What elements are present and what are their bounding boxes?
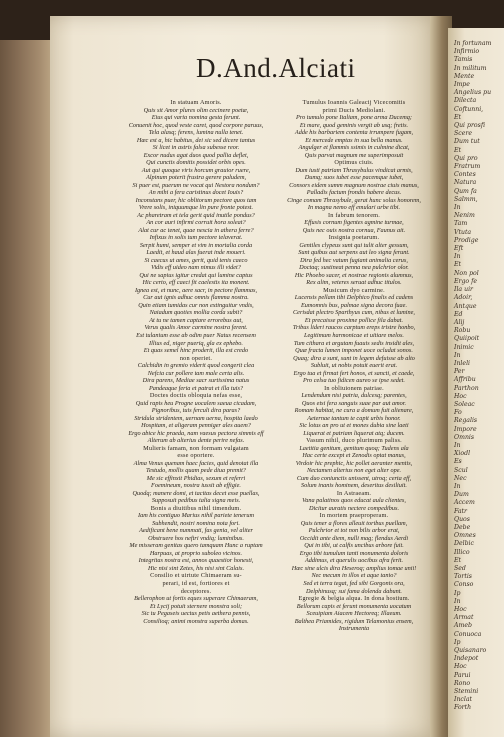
- strip-line: Mente: [454, 72, 475, 80]
- verse-line: Adde his barbariem contenta irrumpere fugam,: [294, 129, 414, 137]
- strip-line: Soleac: [454, 400, 475, 408]
- verse-line: Subluit, ut nobis potuit euerit erat.: [310, 362, 398, 370]
- verse-line: Hac certe except et Zenodis optat manus,: [302, 452, 406, 460]
- verse-line: Aut qui quoque viris horcum grauior ruere,: [141, 166, 251, 174]
- strip-line: Antque: [454, 302, 477, 310]
- verse-line: Qui in tibi, ut calfis uncibus arbore fuit.: [304, 542, 404, 550]
- strip-line: Forth: [454, 704, 472, 712]
- verse-line: Alat cur ac tenet, quae nescia in athera ferre?: [138, 226, 254, 234]
- verse-line: Quis nec ouis nostra cornua, Faunus ait.: [302, 226, 406, 234]
- verse-line: Dira fed hec vatum fugiant animalia cerus,: [300, 256, 408, 264]
- emblem-heading: Egregie & belgia alqua. In dona hostium.: [298, 595, 410, 603]
- strip-line: Impe: [454, 81, 470, 89]
- verse-line: Pulchrior et tot non bilis arbor erat,: [308, 527, 400, 535]
- verse-line: Stridula stridentem, uernam uerna, hospita laedo: [134, 414, 258, 422]
- verse-line: Harpuas, at proprio suboleo vicinos.: [149, 549, 243, 557]
- verse-line: Excor nudus agat duos quod pallia deflet,: [143, 151, 249, 159]
- emblem-heading: In fabrum tenorem.: [327, 211, 381, 219]
- strip-line: Qui prosfi: [454, 122, 485, 130]
- verse-line: Quaq; dira a sunt, sunt in legem defuisse ab alto: [293, 354, 415, 362]
- verse-line: Ergo tibi tumulum tanti monumenta doloris: [299, 549, 409, 557]
- strip-line: Qum fa: [454, 187, 477, 195]
- book-edge: [0, 40, 52, 737]
- strip-line: Et: [454, 146, 462, 154]
- verse-line: Romam habitat, ne cura a domum fuit alienare,: [294, 407, 414, 415]
- verse-line: Verus qualis Amor carmine nostra ferent.: [144, 324, 248, 332]
- strip-line: Armat: [454, 614, 474, 622]
- emblem-heading: non operiet.: [179, 354, 213, 362]
- emblem-heading: Vasum nihil, duco plurimum paliss.: [306, 437, 402, 445]
- strip-line: Nec: [454, 474, 467, 482]
- strip-line: Illico: [454, 548, 470, 556]
- verse-line: Occidit ante diem, nulli mag; flendus Aerdi: [299, 534, 409, 542]
- verse-line: Sic lotus an pro ut et mones dubia sine laeti: [299, 422, 409, 430]
- emblem-heading: esse oportere.: [177, 452, 215, 460]
- strip-line: Non pol: [454, 269, 479, 277]
- verse-line: Tribus lideri raucos carptum ereps tristre honbo,: [292, 324, 416, 332]
- strip-line: Scere: [454, 130, 472, 138]
- verse-line: Quos etsi fera sanguis suae par aut amor.: [301, 399, 407, 407]
- verse-line: Doctaq; sustineat penna nea pulchrior olor.: [299, 264, 409, 272]
- verse-line: Iam his contiguo Marius nihil pariete tenerum: [138, 512, 254, 520]
- strip-line: Et: [454, 261, 462, 269]
- emblem-heading: In mortem praeproperam.: [319, 512, 389, 520]
- verse-line: Supposuit pedibus talia signa meis.: [151, 497, 241, 505]
- verse-line: Quis tener a flores alleuit toribus puellam,: [300, 519, 408, 527]
- verse-line: Foemineum, nostra iussit ab effigie.: [151, 482, 241, 490]
- verse-line: Sed et terra tegat, fed sibi Gorgonis ora,: [303, 580, 405, 587]
- verse-line: Pro celsa tuo fidicen aureo se ipse sedet.: [303, 377, 405, 385]
- page-title: D.And.Alciati: [196, 53, 356, 83]
- verse-line: Naiadum quoties mollia corda subit?: [149, 309, 243, 317]
- strip-line: In: [454, 597, 461, 605]
- verse-line: Alterum ab alterius dente perire nefas.: [147, 437, 245, 445]
- verse-line: Sceuipiam Aiacem Hectoreq; Illaeum.: [306, 610, 402, 618]
- verse-line: Obstruere hos neftri vndiq; luminibus.: [148, 534, 244, 542]
- verse-line: Hæc est a, hic habitus, dei sic sed dicere tantus: [136, 136, 256, 144]
- verse-line: Quæ fracta lumen imponet uoce ocludat sonos.: [295, 347, 413, 355]
- strip-line: Indepot: [454, 655, 479, 663]
- strip-line: Adoir,: [454, 294, 473, 302]
- strip-line: Parthon: [454, 384, 479, 392]
- verse-line: Bellerophon ut fortis eques superare Chimaeram,: [134, 595, 258, 603]
- verse-line: Cerisdat plectro Sparthyus cum, nibus et lumine,: [293, 309, 415, 317]
- strip-line: Qui pro: [454, 154, 478, 162]
- strip-line: Quiipoit: [454, 335, 480, 343]
- verse-line: Cum duo coniunctis unissent, utroq; certa eff,: [296, 474, 412, 482]
- emblem-heading: Bonis a diuitibus nihil timendum.: [150, 504, 242, 512]
- strip-line: Eft: [454, 245, 464, 253]
- verse-line: Et mare, quod geminis vergit ab usq; fretis.: [299, 121, 409, 129]
- verse-line: Virdoir hic prephic, hic pollet aeranter mentis,: [295, 459, 413, 467]
- verse-line: Inconstans puer, hic oblitorum pectore quos tam: [135, 196, 257, 204]
- verse-line: Sic tu Pegaseis uectus petis aethera pennis,: [141, 610, 251, 618]
- strip-line: Accem: [454, 499, 475, 507]
- verse-line: Balthea Priamides, rigidum Telamonius ensem,: [294, 617, 414, 625]
- verse-line: Legitimum harmonicae et uitiare melos.: [304, 331, 404, 339]
- strip-line: Fratrum: [454, 163, 481, 171]
- verse-line: Lendendum nisi patria, dulcesq; parentes,: [301, 392, 407, 400]
- verse-line: Hic Phoebo sacer, et nostrae regionis alumnus,: [294, 271, 414, 279]
- verse-line: In magna nemo eff emulari urbe tibi.: [307, 204, 401, 212]
- verse-line: Laetitia genitum, genitum quoq; Tudens ala: [299, 444, 409, 452]
- verse-line: Dira parens, Mediae sacr surtissima natus: [142, 377, 250, 385]
- verse-line: Nectamen alterius non eget alter ope.: [306, 467, 402, 475]
- verse-line: Cur aut ignis adhuc omnis flamma nostra.: [143, 294, 249, 302]
- strip-line: Et: [454, 556, 462, 564]
- strip-line: Xiodl: [454, 450, 471, 458]
- verse-line: Si puer est, puerum ne vocat qui Nestora nondum?: [132, 181, 260, 189]
- strip-line: Debe: [454, 523, 471, 531]
- verse-line: An mihi a fera caristinus docet Iouis?: [148, 189, 244, 197]
- verse-line: Si licet in astris falsa subesse reor.: [152, 144, 240, 152]
- verse-line: Pandeaque feria et patrat et illa tuis?: [148, 384, 244, 392]
- emblem-heading: primi Ducis Mediolani.: [322, 106, 386, 114]
- verse-line: Delphinusq; sui fama dolenda dabunt.: [305, 587, 402, 595]
- verse-line: Quis sit Amor plures olim cecinere poetæ,: [143, 106, 249, 114]
- strip-line: In militum: [454, 64, 487, 72]
- strip-line: Tamis: [454, 56, 473, 64]
- verse-line: Et quas semel hinc proderit, illa est credo: [143, 347, 249, 355]
- verse-line: Et precaisse proxime pollice fila dabat.: [304, 316, 404, 324]
- strip-line: In: [454, 204, 461, 212]
- strip-line: Ip: [454, 638, 461, 646]
- emblem-heading: In Astraeam.: [336, 489, 372, 497]
- verse-line: Est tulanium esse ab odim puer Natus recensem: [136, 331, 256, 339]
- strip-line: Quos: [454, 515, 470, 523]
- verse-line: Dicitur auratis nectere compedibus.: [308, 504, 400, 512]
- strip-line: Conso: [454, 581, 474, 589]
- verse-line: Testudo, mollis quam pede diua premit?: [146, 467, 246, 475]
- verse-line: Rex alim, veteres seruat adhuc titulos.: [306, 279, 402, 287]
- emblem-heading: perari, id est, fortiores et: [162, 580, 230, 587]
- verse-line: Qui ne sapius igitur credat qui lumine captus: [139, 271, 253, 279]
- strip-line: Rono: [454, 679, 471, 687]
- verse-line: Addimus, et querulis uocibus afra ferit.: [304, 557, 404, 565]
- strip-line: Affribu: [454, 376, 476, 384]
- verse-line: Ignea est, et nunc, aere sacr, in pectore flammas,: [134, 286, 258, 294]
- verse-line: Et mercede emptas in sua bella manus.: [305, 136, 403, 144]
- emblem-heading: Consilio et uirtute Chimaeram su-: [150, 572, 242, 580]
- verse-line: Illius ed, niger pueriq, gla ex ephebo.: [149, 339, 243, 347]
- verse-line: At tu ne tamen captare errorebus aut,: [149, 316, 243, 324]
- strip-line: Fatr: [454, 507, 468, 515]
- strip-line: Sed: [454, 565, 466, 572]
- strip-line: In fortunam: [454, 40, 492, 47]
- verse-line: Me misseram genitas quero tamquam Hunc a ruptam: [129, 542, 263, 550]
- verse-line: Nec mecum in illos et aque tanio?: [311, 572, 397, 580]
- strip-line: Ip: [454, 589, 461, 597]
- verse-line: Pignoribus, tuis ferculi dira paras?: [151, 407, 241, 415]
- strip-line: Tam: [454, 220, 468, 228]
- verse-line: Gentiles clypeus sunt qui tulit alter gessum,: [299, 241, 409, 249]
- strip-line: Ila uir: [454, 286, 474, 294]
- emblem-heading: Tumulus Ioannis Galeacij Vicecomitis: [302, 99, 406, 106]
- verse-line: Hospitam, et aligeram penniger ales auem?: [141, 422, 251, 430]
- verse-line: Conuenit hoc, quod veste caret, quod corpore paruus,: [128, 121, 264, 129]
- strip-line: Angelius pu: [454, 89, 492, 97]
- strip-line: Hoc: [454, 606, 467, 614]
- verse-line: Integritas nostra est, annos quaestior honesti,: [138, 557, 254, 565]
- strip-line: Et: [454, 113, 462, 121]
- strip-line: Tortis: [454, 573, 472, 581]
- strip-line: Ergo fe: [454, 277, 478, 285]
- strip-line: Natura: [454, 179, 477, 187]
- emblem-heading: Mulieris famam, non formam vulgatam: [143, 444, 249, 452]
- strip-line: Quisanaro: [454, 647, 487, 655]
- verse-line: Ac pharetram et tela gerit quid inutile pondus?: [137, 211, 255, 219]
- strip-line: Per: [454, 368, 465, 376]
- verse-line: Vrere solis, iniquumque lin pure fronte potest.: [138, 204, 254, 212]
- verse-line: Alma Venus quenam haec facies, quid denotat illa: [133, 459, 259, 467]
- verse-line: Instrumenta: [338, 625, 370, 633]
- verse-line: Si caecus ut ames, gerit, quid tenis caeco: [144, 256, 248, 264]
- verse-line: Palladis factum frondis habere decus.: [306, 189, 402, 197]
- emblem-heading: In statuam Amoris.: [170, 99, 222, 106]
- strip-line: Vtuta: [454, 228, 472, 236]
- strip-line: Robu: [454, 327, 471, 335]
- verse-line: Ergo abice hic praeda, nam vaesus pectora simmis eff: [128, 429, 264, 437]
- strip-line: Alij: [454, 318, 465, 326]
- strip-line: Contes: [454, 171, 476, 179]
- strip-line: Hoc: [454, 392, 467, 400]
- strip-line: Regalis: [454, 417, 478, 425]
- verse-line: Angulger et flammis ssimis in culmine dicat,: [298, 144, 410, 152]
- strip-line: Scul: [454, 466, 468, 474]
- strip-line: Salmm,: [454, 195, 478, 203]
- strip-line: In: [454, 253, 461, 261]
- verse-line: Eius qui varia nomina gesta ferunt.: [151, 114, 241, 122]
- strip-line: Es: [454, 458, 462, 466]
- verse-line: Effusis cornum figentes agmine turmae,: [304, 219, 404, 227]
- right-page-strip: [454, 40, 504, 713]
- strip-line: Omnis: [454, 433, 475, 441]
- verse-line: Serpit humi, semper et vim in mortalia corda: [139, 241, 253, 249]
- strip-line: Fo: [454, 409, 462, 417]
- verse-line: Quodq; manere domi, et tacitas decet esse puellas,: [132, 489, 260, 497]
- verse-line: Subhendit, nostri nomina nota fori.: [152, 519, 240, 527]
- strip-line: Infirmio: [454, 48, 480, 56]
- verse-line: Hæc sine ulcis dira Heseroq; amplius tomae unii!: [291, 564, 417, 572]
- left-column: [104, 99, 288, 625]
- verse-line: Hic certo, eff caeci fit caelestis ita monent.: [142, 279, 250, 287]
- verse-line: Consilioq; animi monstra superba domas.: [143, 617, 249, 625]
- strip-line: Coftunni,: [454, 105, 484, 113]
- verse-line: Nefcia cur pollere tam male certa alis.: [147, 369, 245, 377]
- emblem-heading: Insignia poetarum.: [328, 234, 380, 242]
- verse-line: Ergo tua et firmat fert honos, et sancti, et caede,: [293, 369, 415, 377]
- strip-line: Hoc: [454, 663, 467, 671]
- verse-line: Liquerat et patriam liquerat atq; ducem.: [303, 429, 405, 437]
- verse-line: Tela alasq; ferens, lumina nulla tenet.: [148, 129, 244, 137]
- strip-line: Stemini: [454, 688, 479, 696]
- strip-line: Ameb: [454, 622, 472, 630]
- verse-line: Consors eidem summ magnum nostrae ciuis manus,: [289, 181, 419, 189]
- verse-line: Quin etiam tumidas cur non extinguitur vndis,: [138, 301, 254, 309]
- verse-line: Lucensis pellam tibi Delphico finalis ed cadens: [294, 294, 414, 302]
- strip-line: Inclat: [454, 696, 473, 704]
- emblem-heading: Doctes doctis obloquia nefas esse,: [149, 392, 243, 400]
- verse-line: Quid rapis heu Progne uocalem saeua cicadam,: [135, 399, 257, 407]
- verse-line: Dumq; suos iubet esse pacemque iubet,: [304, 174, 404, 182]
- strip-line: Dum tut: [454, 138, 480, 146]
- emblem-heading: deceptores.: [180, 587, 212, 595]
- verse-line: Laedit, et haud alas fuerat inde moueri.: [146, 249, 246, 257]
- verse-line: Pro tumulo pone Italiam, pone arma Ducemq;: [296, 114, 412, 122]
- verse-line: Quis parvat magnum me superimposuit: [304, 151, 404, 159]
- right-page: [448, 28, 504, 737]
- verse-line: Qui cunctis domitis possidet orbis opes.: [146, 159, 246, 167]
- emblem-heading: Optimus ciuis.: [334, 159, 374, 167]
- strip-line: Prodige: [454, 236, 479, 244]
- verse-line: Tum cithara et argutam fuauis sedis insidit ales,: [293, 339, 415, 347]
- verse-line: Cinge comam Thrasybule, gerat hunc solus honorem,: [287, 196, 421, 204]
- strip-line: In: [454, 441, 461, 449]
- verse-line: Sunt quibus aut serpens aut leo signa ferunt.: [298, 249, 410, 257]
- verse-line: Aedificant bene nummati, fas genia, vel aliter: [139, 527, 253, 535]
- verse-line: Vidis eff uideo nam nimus illi videt?: [151, 264, 241, 272]
- verse-line: Alpinum poterit frustra gerere paludem,: [145, 174, 247, 182]
- right-column: [262, 99, 446, 633]
- verse-line: Hic nisi sint Zetes, his nisi sint Calais.: [147, 564, 245, 572]
- verse-line: Eumomnis bus, palmae signa decora fuae.: [300, 301, 408, 309]
- verse-line: Dum iusti patriam Thrasybulus vindicat armis,: [295, 166, 413, 174]
- emblem-heading: Musicum dyo carmine.: [323, 286, 385, 294]
- verse-line: Solum inanis hominem, deseritus desiliuit.: [301, 482, 407, 490]
- verse-line: Infixus in solis tum pectore telaverat.: [149, 234, 243, 242]
- strip-line: Parui: [454, 671, 471, 679]
- strip-line: In: [454, 482, 461, 490]
- strip-line: Omnes: [454, 532, 476, 540]
- strip-line: Inleli: [454, 359, 471, 367]
- strip-line: Impore: [454, 425, 477, 433]
- verse-line: Bellorum capis et ferunt monumenta uocatum: [296, 602, 412, 610]
- strip-line: Inimic: [454, 343, 474, 351]
- strip-line: Nenim: [454, 212, 475, 220]
- verse-line: Aeternae tantum te capit urbis honor.: [307, 414, 401, 422]
- strip-line: Dum: [454, 491, 469, 499]
- strip-line: In: [454, 351, 461, 359]
- verse-line: Et Lycij potuit sternere monstra soli;: [149, 602, 243, 610]
- strip-line: Ed: [454, 310, 463, 318]
- strip-line: Dilecta: [454, 97, 477, 105]
- strip-line: Conuoca: [454, 630, 482, 638]
- verse-line: Vana palatinos quos educat aula clientes,: [302, 497, 406, 505]
- strip-line: Delbic: [454, 540, 475, 548]
- emblem-heading: In obliuionem patriae.: [324, 384, 384, 392]
- verse-line: An cor auri infirmi corruit hora soleat?: [146, 219, 246, 227]
- verse-line: Me sic effinxit Phidias, sexum et referri: [146, 474, 246, 482]
- verse-line: Calchidin in gremio viderit quod congerit clea: [137, 362, 255, 370]
